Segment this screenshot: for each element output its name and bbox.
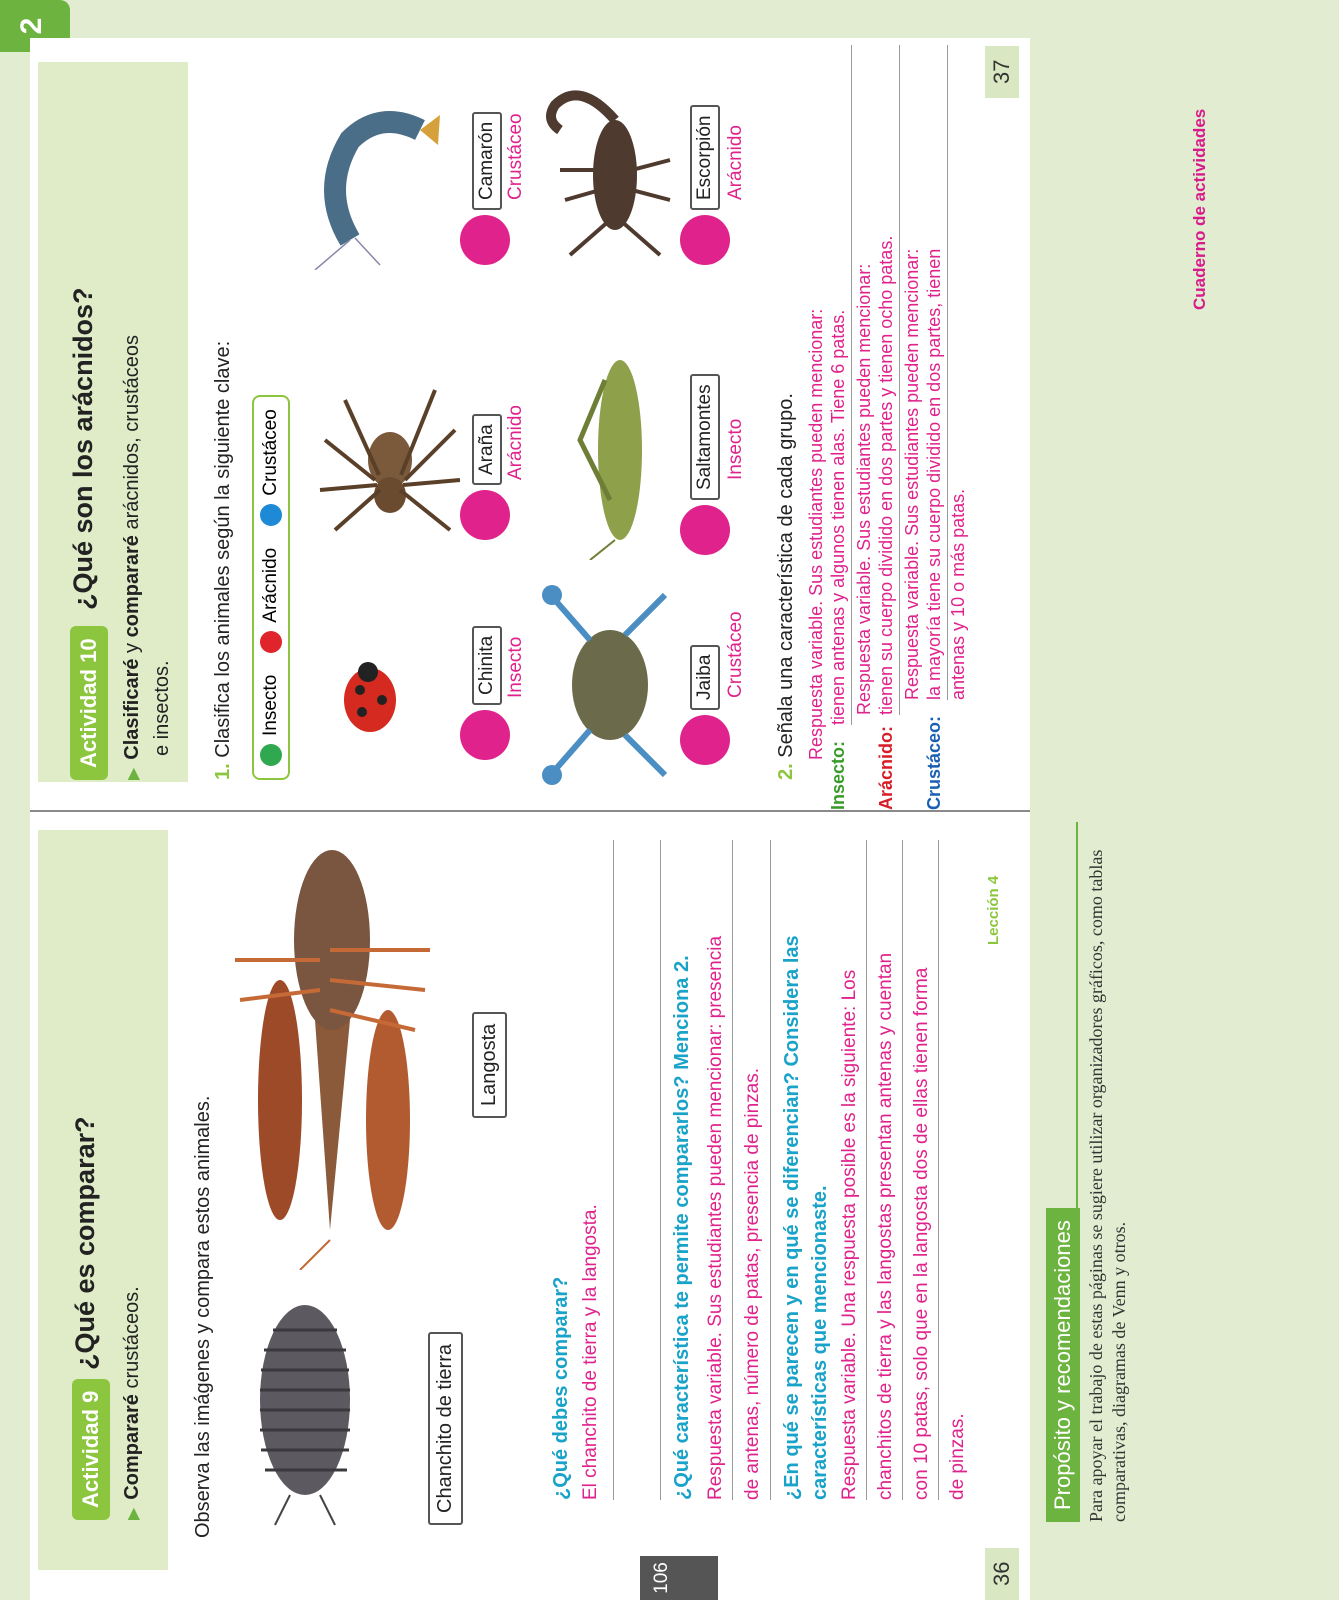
book-gutter <box>30 810 1030 812</box>
label-jaiba: Jaiba <box>690 645 720 710</box>
answer-3-line-3: con 10 patas, solo que en la langosta dos de ellas tienen forma <box>911 967 932 1500</box>
answer-3-line-1: Respuesta variable. Una respuesta posible es la siguiente: Los <box>839 969 860 1500</box>
answer-camaron: Crustáceo <box>505 113 526 200</box>
answer-2-line-2: de antenas, número de patas, presencia de pinzas. <box>742 1067 763 1500</box>
insecto-label: Insecto: <box>828 740 848 810</box>
crustaceo-answer-line-3: antenas y 10 o más patas. <box>948 488 968 700</box>
woodlouse-label: Chanchito de tierra <box>428 1332 463 1525</box>
triangle-icon: ▶ <box>125 767 142 780</box>
lobster-label: Langosta <box>472 1012 507 1118</box>
purpose-text: Para apoyar el trabajo de estas páginas se sugiere utilizar organizadores gráficos, como tablas comparativas, diagramas de Venn y otros. <box>1086 849 1129 1522</box>
red-dot-icon <box>260 631 282 653</box>
insecto-answer-line-2: tienen antenas y algunos tienen alas. Tiene 6 patas. <box>828 309 848 725</box>
item-1: 1. Clasifica los animales según la siguiente clave: <box>212 340 234 780</box>
answer-line <box>899 45 900 715</box>
workbook-link[interactable]: Cuaderno de actividades <box>1190 108 1209 310</box>
answer-1: El chanchito de tierra y la langosta. <box>580 1204 601 1500</box>
activity-badge: Actividad 10 <box>70 626 108 780</box>
spider-photo <box>315 380 465 550</box>
ladybug-photo <box>310 630 430 770</box>
green-dot-icon <box>260 744 282 766</box>
crustaceo-label: Crustáceo: <box>924 715 944 810</box>
legend-crustaceo: Crustáceo <box>260 409 282 526</box>
aracnido-answer-line-1: Respuesta variable. Sus estudiantes pueden mencionar: <box>854 263 874 715</box>
label-saltamontes: Saltamontes <box>690 374 720 500</box>
answer-line <box>613 840 614 1500</box>
blue-dot-icon <box>260 504 282 526</box>
legend-insecto: Insecto <box>260 675 282 766</box>
answer-line <box>938 840 939 1500</box>
answer-dot[interactable] <box>460 710 510 760</box>
purpose-title: Propósito y recomendaciones <box>1046 1208 1080 1522</box>
insecto-answer-line-1: Respuesta variable. Sus estudiantes pueden mencionar: <box>806 308 826 760</box>
answer-3-line-4: de pinzas. <box>947 1413 968 1500</box>
unit-tab: 2 <box>0 0 70 52</box>
scorpion-photo <box>540 70 680 270</box>
answer-dot[interactable] <box>460 215 510 265</box>
page-number: 37 <box>985 46 1019 98</box>
triangle-icon: ▶ <box>125 1507 142 1520</box>
label-escorpion: Escorpión <box>690 106 720 211</box>
answer-dot[interactable] <box>680 215 730 265</box>
answer-line <box>902 840 903 1500</box>
activity-badge: Actividad 9 <box>72 1379 110 1520</box>
label-chinita: Chinita <box>472 626 502 705</box>
answer-line <box>770 840 771 1500</box>
crustaceo-answer-line-1: Respuesta variable. Sus estudiantes pueden mencionar: <box>902 248 922 700</box>
answer-arana: Arácnido <box>505 405 526 480</box>
grasshopper-photo <box>570 340 670 560</box>
answer-chinita: Insecto <box>505 636 526 698</box>
margin-page-number: 106 <box>640 1556 718 1600</box>
purpose-rule <box>1076 822 1078 1522</box>
aracnido-label: Arácnido: <box>876 725 896 810</box>
legend-aracnido: Arácnido <box>260 548 282 653</box>
aracnido-answer-line-2: tienen su cuerpo dividido en dos partes y tienen ocho patas. <box>876 235 896 715</box>
answer-dot[interactable] <box>460 490 510 540</box>
color-key <box>252 395 290 780</box>
crustaceo-answer-line-2: la mayoría tiene su cuerpo dividido en dos partes, tienen <box>924 248 944 700</box>
shrimp-photo <box>310 70 450 270</box>
answer-dot[interactable] <box>680 505 730 555</box>
activity-title: ¿Qué son los arácnidos? <box>68 287 98 610</box>
question-2: ¿Qué característica te permite compararlos? Menciona 2. <box>671 955 693 1500</box>
lobster-photo <box>220 830 450 1270</box>
lesson-label: Lección 4 <box>985 875 1002 945</box>
answer-line <box>851 45 852 725</box>
answer-saltamontes: Insecto <box>725 418 746 480</box>
answer-line <box>866 840 867 1500</box>
woodlouse-photo <box>235 1300 375 1530</box>
label-arana: Araña <box>472 414 502 485</box>
activity-goal: ▶Compararé crustáceos. <box>121 1286 143 1520</box>
answer-jaiba: Crustáceo <box>725 611 746 698</box>
activity-title: ¿Qué es comparar? <box>70 1116 100 1370</box>
question-3-line-2: características que mencionaste. <box>809 1185 831 1500</box>
activity-goal: ▶Clasificaré y compararé arácnidos, crustáceos e insectos. <box>121 335 173 780</box>
answer-line <box>732 840 733 1500</box>
question-3-line-1: ¿En qué se parecen y en qué se diferencian? Considera las <box>781 935 803 1500</box>
answer-line <box>660 840 661 1500</box>
question-1: ¿Qué debes comparar? <box>550 1276 572 1500</box>
answer-3-line-2: chanchitos de tierra y las langostas presentan antenas y cuentan <box>875 952 896 1500</box>
answer-dot[interactable] <box>680 715 730 765</box>
answer-escorpion: Arácnido <box>725 125 746 200</box>
item-2: 2. Señala una característica de cada grupo. <box>775 393 797 780</box>
instruction: Observa las imágenes y compara estos animales. <box>192 1095 214 1538</box>
page-36 <box>30 810 1030 1600</box>
page-number: 36 <box>985 1548 1019 1600</box>
page-37 <box>30 38 1030 810</box>
answer-2-line-1: Respuesta variable. Sus estudiantes pueden mencionar: presencia <box>705 935 726 1500</box>
label-camaron: Camarón <box>472 112 502 210</box>
crab-photo <box>540 580 680 790</box>
